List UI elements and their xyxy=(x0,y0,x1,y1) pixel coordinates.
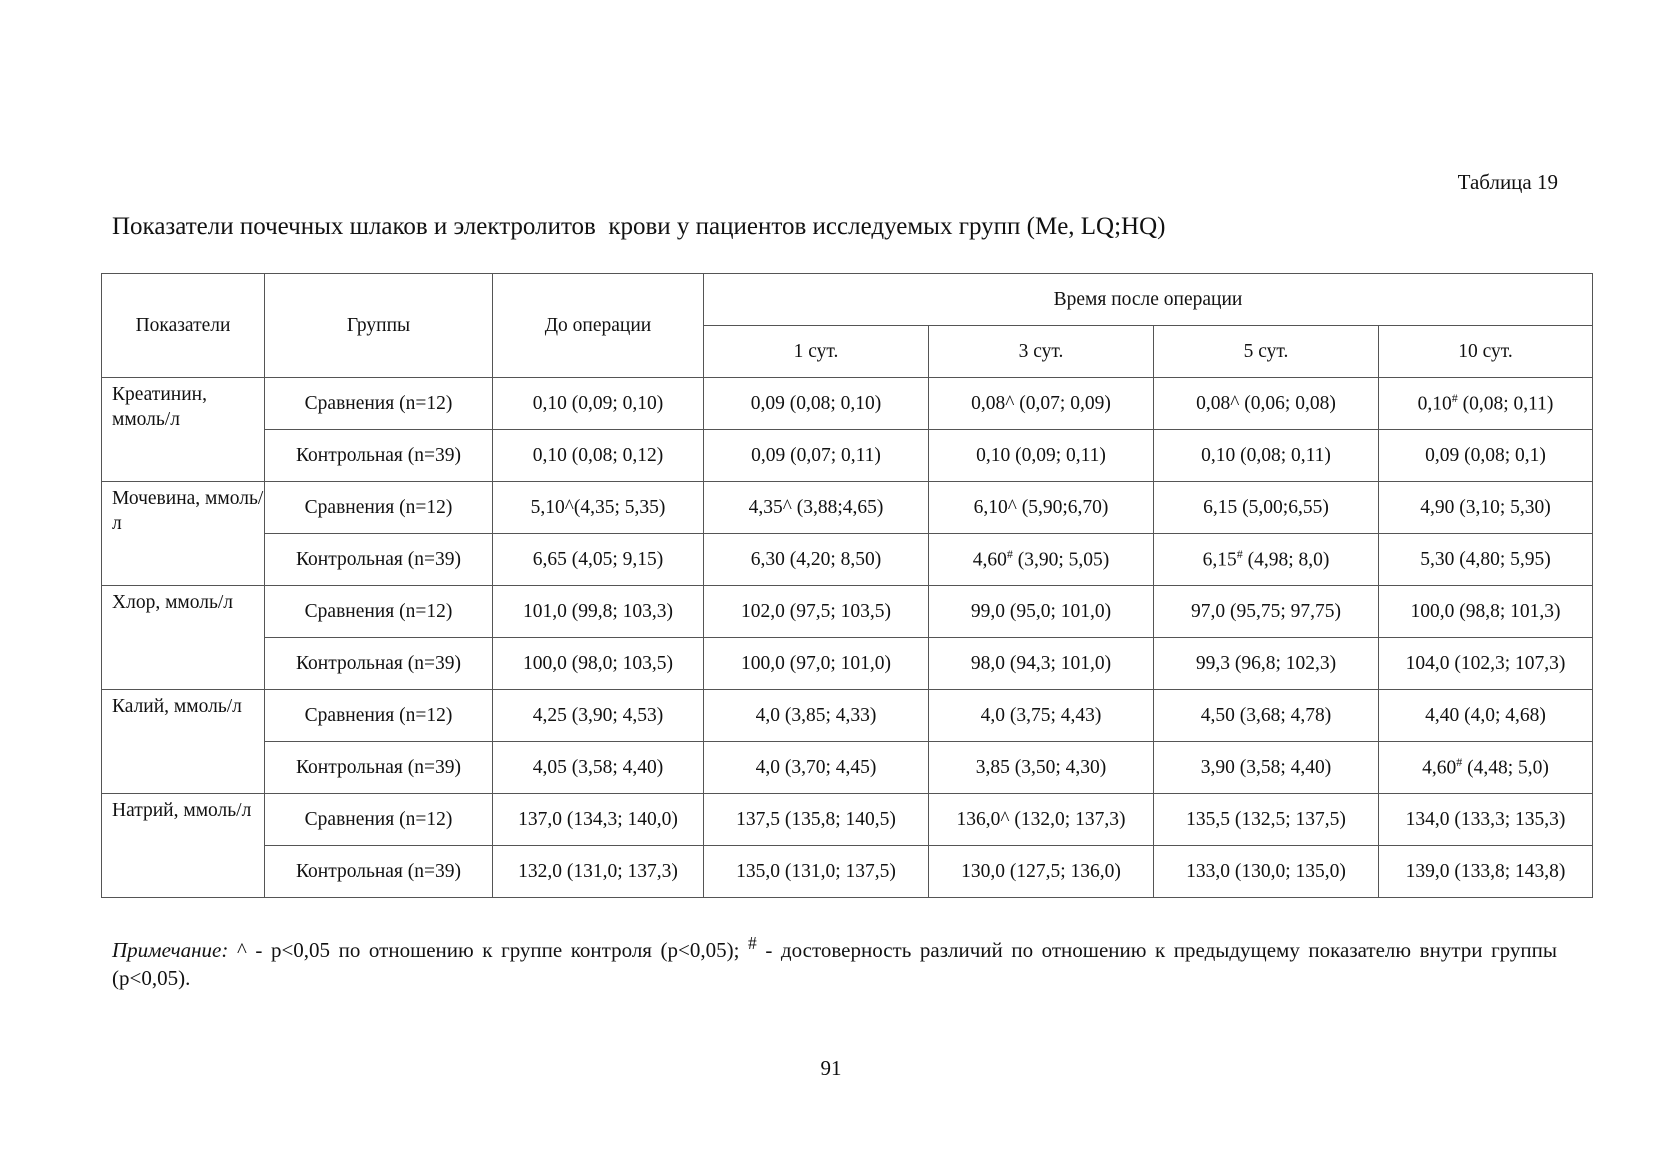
value-cell: 0,10 (0,08; 0,11) xyxy=(1154,430,1379,482)
value-cell: 3,85 (3,50; 4,30) xyxy=(929,742,1154,794)
value-cell: 4,60# (3,90; 5,05) xyxy=(929,534,1154,586)
value-cell: 3,90 (3,58; 4,40) xyxy=(1154,742,1379,794)
header-groups: Группы xyxy=(265,274,493,378)
value-cell: 4,90 (3,10; 5,30) xyxy=(1379,482,1593,534)
note-text-1: ^ - p<0,05 по отношению к группе контроля (p<0,05); xyxy=(228,938,749,962)
note-text-2: - достоверность различий по отношению к предыдущему показателю внутри группы (p<0,05). xyxy=(112,938,1557,990)
value-cell: 135,0 (131,0; 137,5) xyxy=(704,846,929,898)
value-cell: 5,30 (4,80; 5,95) xyxy=(1379,534,1593,586)
value-cell: 99,3 (96,8; 102,3) xyxy=(1154,638,1379,690)
table-row xyxy=(102,794,1593,846)
value-cell: 4,60# (4,48; 5,0) xyxy=(1379,742,1593,794)
value-cell: 0,08^ (0,07; 0,09) xyxy=(929,378,1154,430)
value-cell: 0,10 (0,08; 0,12) xyxy=(493,430,704,482)
indicator-cell: Мочевина, ммоль/л xyxy=(102,482,265,586)
table-row xyxy=(102,534,1593,586)
value-cell: 0,09 (0,08; 0,1) xyxy=(1379,430,1593,482)
table-row xyxy=(102,690,1593,742)
group-cell: Контрольная (n=39) xyxy=(265,430,493,482)
value-cell: 6,30 (4,20; 8,50) xyxy=(704,534,929,586)
group-cell: Контрольная (n=39) xyxy=(265,534,493,586)
value-cell: 100,0 (97,0; 101,0) xyxy=(704,638,929,690)
header-day-5: 5 сут. xyxy=(1154,326,1379,378)
value-cell: 104,0 (102,3; 107,3) xyxy=(1379,638,1593,690)
value-cell: 6,10^ (5,90;6,70) xyxy=(929,482,1154,534)
value-cell: 101,0 (99,8; 103,3) xyxy=(493,586,704,638)
header-day-3: 3 сут. xyxy=(929,326,1154,378)
value-cell: 137,0 (134,3; 140,0) xyxy=(493,794,704,846)
group-cell: Сравнения (n=12) xyxy=(265,378,493,430)
group-cell: Сравнения (n=12) xyxy=(265,586,493,638)
value-cell: 139,0 (133,8; 143,8) xyxy=(1379,846,1593,898)
value-cell: 0,10 (0,09; 0,10) xyxy=(493,378,704,430)
value-cell: 135,5 (132,5; 137,5) xyxy=(1154,794,1379,846)
table-row xyxy=(102,378,1593,430)
value-cell: 130,0 (127,5; 136,0) xyxy=(929,846,1154,898)
value-cell: 133,0 (130,0; 135,0) xyxy=(1154,846,1379,898)
value-cell: 4,0 (3,70; 4,45) xyxy=(704,742,929,794)
value-cell: 6,15 (5,00;6,55) xyxy=(1154,482,1379,534)
header-before-operation: До операции xyxy=(493,274,704,378)
group-cell: Контрольная (n=39) xyxy=(265,742,493,794)
value-cell: 4,0 (3,75; 4,43) xyxy=(929,690,1154,742)
table-note xyxy=(112,929,1557,992)
table-title: Показатели почечных шлаков и электролитов крови у пациентов исследуемых групп (Me, LQ;HQ) xyxy=(112,213,1166,240)
indicator-cell: Хлор, ммоль/л xyxy=(102,586,265,690)
group-cell: Сравнения (n=12) xyxy=(265,690,493,742)
data-table xyxy=(101,273,1593,898)
indicator-cell: Натрий, ммоль/л xyxy=(102,794,265,898)
group-cell: Контрольная (n=39) xyxy=(265,638,493,690)
group-cell: Контрольная (n=39) xyxy=(265,846,493,898)
header-indicators: Показатели xyxy=(102,274,265,378)
value-cell: 100,0 (98,0; 103,5) xyxy=(493,638,704,690)
table-row xyxy=(102,846,1593,898)
indicator-cell: Калий, ммоль/л xyxy=(102,690,265,794)
value-cell: 0,10# (0,08; 0,11) xyxy=(1379,378,1593,430)
table-row xyxy=(102,586,1593,638)
table-row xyxy=(102,742,1593,794)
value-cell: 100,0 (98,8; 101,3) xyxy=(1379,586,1593,638)
header-time-after-operation: Время после операции xyxy=(704,274,1593,326)
value-cell: 99,0 (95,0; 101,0) xyxy=(929,586,1154,638)
value-cell: 6,15# (4,98; 8,0) xyxy=(1154,534,1379,586)
header-day-1: 1 сут. xyxy=(704,326,929,378)
table-row xyxy=(102,482,1593,534)
group-cell: Сравнения (n=12) xyxy=(265,482,493,534)
value-cell: 97,0 (95,75; 97,75) xyxy=(1154,586,1379,638)
value-cell: 136,0^ (132,0; 137,3) xyxy=(929,794,1154,846)
value-cell: 4,0 (3,85; 4,33) xyxy=(704,690,929,742)
note-label: Примечание: xyxy=(112,938,229,962)
header-day-10: 10 сут. xyxy=(1379,326,1593,378)
value-cell: 102,0 (97,5; 103,5) xyxy=(704,586,929,638)
value-cell: 4,05 (3,58; 4,40) xyxy=(493,742,704,794)
value-cell: 4,35^ (3,88;4,65) xyxy=(704,482,929,534)
group-cell: Сравнения (n=12) xyxy=(265,794,493,846)
table-number: Таблица 19 xyxy=(1457,170,1558,194)
value-cell: 4,50 (3,68; 4,78) xyxy=(1154,690,1379,742)
value-cell: 132,0 (131,0; 137,3) xyxy=(493,846,704,898)
page-number: 91 xyxy=(820,1056,842,1080)
value-cell: 0,10 (0,09; 0,11) xyxy=(929,430,1154,482)
value-cell: 98,0 (94,3; 101,0) xyxy=(929,638,1154,690)
table-row xyxy=(102,638,1593,690)
value-cell: 4,25 (3,90; 4,53) xyxy=(493,690,704,742)
value-cell: 0,08^ (0,06; 0,08) xyxy=(1154,378,1379,430)
value-cell: 4,40 (4,0; 4,68) xyxy=(1379,690,1593,742)
note-mark: # xyxy=(748,933,757,953)
value-cell: 6,65 (4,05; 9,15) xyxy=(493,534,704,586)
indicator-cell: Креатинин, ммоль/л xyxy=(102,378,265,482)
value-cell: 0,09 (0,07; 0,11) xyxy=(704,430,929,482)
value-cell: 0,09 (0,08; 0,10) xyxy=(704,378,929,430)
value-cell: 137,5 (135,8; 140,5) xyxy=(704,794,929,846)
table-body xyxy=(102,378,1593,898)
value-cell: 5,10^(4,35; 5,35) xyxy=(493,482,704,534)
value-cell: 134,0 (133,3; 135,3) xyxy=(1379,794,1593,846)
table-row xyxy=(102,430,1593,482)
